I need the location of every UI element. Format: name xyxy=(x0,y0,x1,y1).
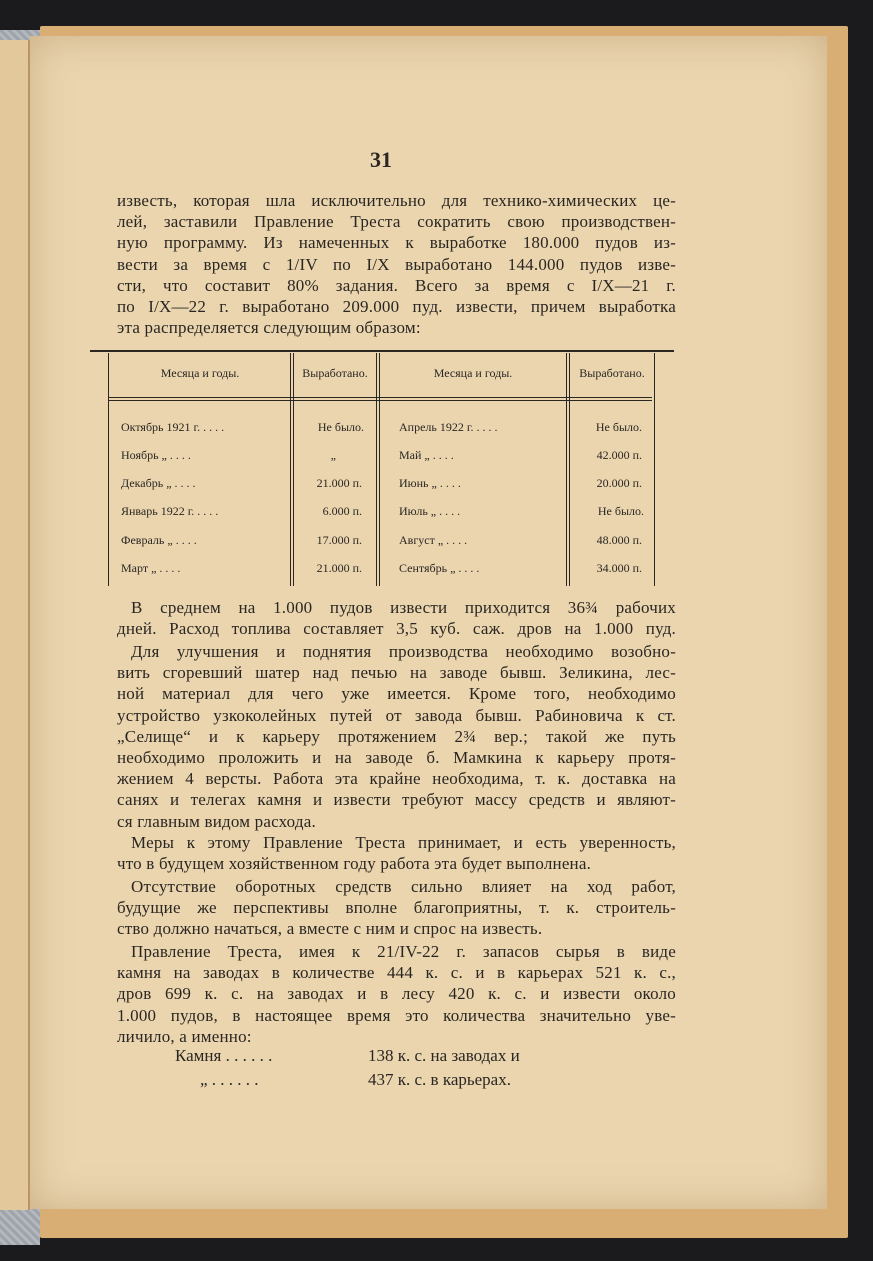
table-cell-value: 20.000 п. xyxy=(596,476,642,490)
table-cell-month: Июнь „ . . . . xyxy=(399,476,461,490)
table-border-right xyxy=(654,353,655,586)
table-header-produced: Выработано. xyxy=(579,366,645,380)
text-line: будущие же перспективы вполне благоприятны, т. к. строитель- xyxy=(117,898,676,918)
table-header-month: Месяца и годы. xyxy=(160,366,240,380)
table-cell-value: 42.000 п. xyxy=(596,448,642,462)
text-line: вить сгоревший шатер над печью на заводе бывш. Зеликина, лес- xyxy=(117,663,676,683)
summary-value: 138 к. с. на заводах и xyxy=(368,1046,520,1065)
text-line: „Селище“ и к карьеру протяжением 2¾ вер.; такой же путь xyxy=(117,726,676,746)
table-cell-value: Не было. xyxy=(317,420,364,434)
table-cell-value: Не было. xyxy=(597,504,644,518)
paragraph-prospects xyxy=(117,876,676,940)
table-divider xyxy=(290,353,294,586)
summary-label: Камня . . . . . . xyxy=(175,1046,273,1065)
table-divider xyxy=(376,353,380,586)
text-line: ся главным видом расхода. xyxy=(117,811,316,831)
table-cell-month: Октябрь 1921 г. . . . . xyxy=(121,420,225,434)
table-cell-month: Апрель 1922 г. . . . . xyxy=(399,420,498,434)
table-cell-month: Март „ . . . . xyxy=(121,561,181,575)
text-line: личило, а именно: xyxy=(117,1026,252,1046)
text-line: 1.000 пудов, в настоящее время это количества значительно уве- xyxy=(117,1005,676,1025)
text-line: эта распределяется следующим образом: xyxy=(117,318,421,338)
text-line: ство должно начаться, а вместе с ним и спрос на известь. xyxy=(117,919,543,939)
table-cell-value: 17.000 п. xyxy=(316,533,362,547)
table-cell-value: 48.000 п. xyxy=(596,533,642,547)
text-line: устройство узкоколейных путей от завода бывш. Рабиновича к ст. xyxy=(117,705,676,725)
table-cell-month: Май „ . . . . xyxy=(399,448,454,462)
text-line: дров 699 к. с. на заводах и в лесу 420 к. с. и извести около xyxy=(117,984,676,1004)
text-line: известь, которая шла исключительно для технико-химических це- xyxy=(117,191,676,210)
table-cell-value: 21.000 п. xyxy=(316,476,362,490)
text-line: по I/X—22 г. выработано 209.000 пуд. извести, причем выработка xyxy=(117,297,676,317)
text-line: необходимо проложить и на заводе б. Мамкина к карьеру протя- xyxy=(117,748,676,768)
table-header-produced: Выработано. xyxy=(302,366,368,380)
table-cell-month: Декабрь „ . . . . xyxy=(121,476,196,490)
text-line: Отсутствие оборотных средств сильно влияет на ход работ, xyxy=(131,877,676,896)
table-cell-month: Январь 1922 г. . . . . xyxy=(121,504,219,518)
text-line: камня на заводах в количестве 444 к. с. и в карьерах 521 к. с., xyxy=(117,963,676,983)
table-header-rule xyxy=(108,397,652,401)
facing-page-edge xyxy=(0,40,30,1210)
table-cell-month: Февраль „ . . . . xyxy=(121,533,197,547)
paragraph-average xyxy=(117,597,676,639)
table-cell-value: Не было. xyxy=(595,420,642,434)
table-cell-month: Сентябрь „ . . . . xyxy=(399,561,480,575)
text-line: вести за время с 1/IV по I/X выработано 144.000 пудов изве- xyxy=(117,254,676,274)
table-cell-month: Август „ . . . . xyxy=(399,533,468,547)
table-cell-month: Июль „ . . . . xyxy=(399,504,461,518)
table-divider xyxy=(566,353,570,586)
summary-value: 437 к. с. в карьерах. xyxy=(368,1070,511,1089)
text-line: ную программу. Из намеченных к выработке 180.000 пудов из- xyxy=(117,233,676,253)
table-top-rule xyxy=(90,350,674,352)
table-cell-month: Ноябрь „ . . . . xyxy=(121,448,191,462)
paragraph-improvements xyxy=(117,641,676,832)
text-line: жением 4 версты. Работа эта крайне необходима, т. к. доставка на xyxy=(117,769,676,789)
text-line: Правление Треста, имея к 21/IV-22 г. запасов сырья в виде xyxy=(131,942,676,961)
text-line: ной материал для чего уже имеется. Кроме того, необходимо xyxy=(117,684,676,704)
paragraph-reserves xyxy=(117,941,676,1047)
table-header-month: Месяца и годы. xyxy=(433,366,513,380)
summary-label: „ . . . . . . xyxy=(200,1070,259,1089)
table-cell-value: „ xyxy=(330,448,336,462)
paragraph-intro xyxy=(117,190,676,338)
text-line: Для улучшения и поднятия производства необходимо возобно- xyxy=(131,642,676,661)
text-line: дней. Расход топлива составляет 3,5 куб. саж. дров на 1.000 пуд. xyxy=(117,619,676,639)
text-line: Меры к этому Правление Треста принимает, и есть уверенность, xyxy=(131,833,676,852)
text-line: что в будущем хозяйственном году работа эта будет выполнена. xyxy=(117,854,592,874)
text-line: В среднем на 1.000 пудов извести приходится 36¾ рабочих xyxy=(131,598,676,617)
text-line: лей, заставили Правление Треста сократить свою производствен- xyxy=(117,212,676,232)
text-line: санях и телегах камня и извести требуют массу средств и являют- xyxy=(117,790,676,810)
table-cell-value: 34.000 п. xyxy=(596,561,642,575)
page-number: 31 xyxy=(370,147,392,172)
text-line: сти, что составит 80% задания. Всего за время с I/X—21 г. xyxy=(117,275,676,295)
paragraph-measures xyxy=(117,832,676,874)
table-border-left xyxy=(108,353,109,586)
table-cell-value: 6.000 п. xyxy=(322,504,362,518)
table-cell-value: 21.000 п. xyxy=(316,561,362,575)
